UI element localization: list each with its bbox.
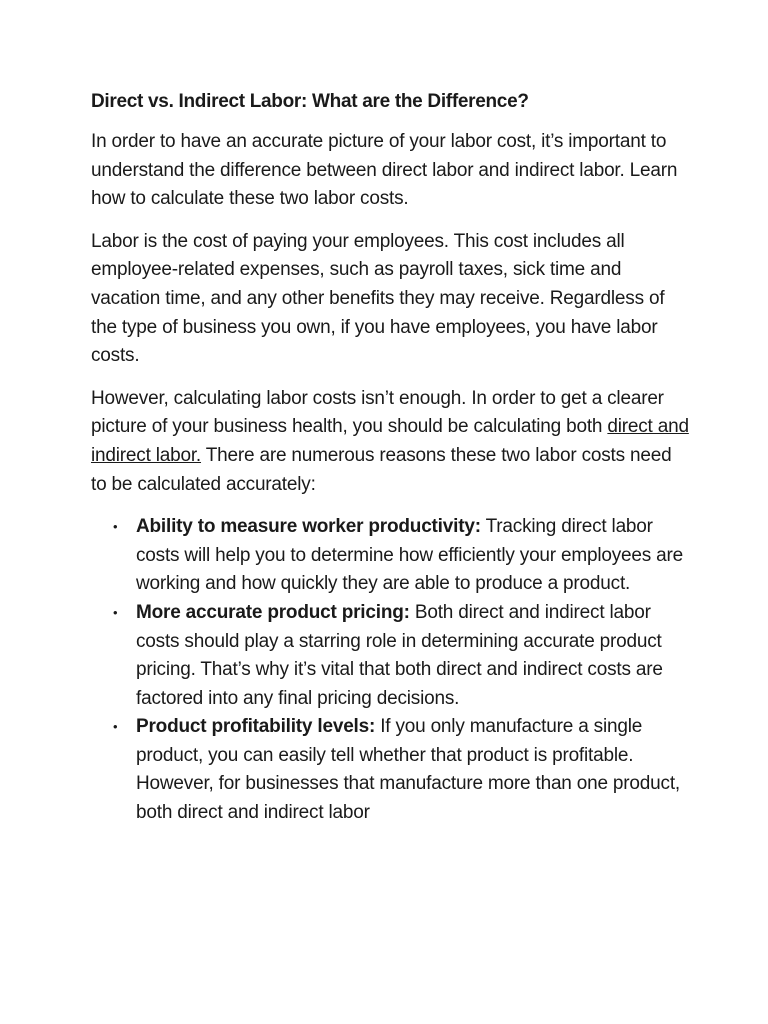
document-page: [91, 88, 691, 828]
however-text-after: There are numerous reasons these two labor costs need to be calculated accurately:: [91, 444, 672, 495]
list-item: [113, 513, 691, 599]
list-item-lead: Ability to measure worker productivity:: [136, 516, 481, 538]
bullet-icon: •: [113, 604, 118, 620]
document-title: Direct vs. Indirect Labor: What are the Difference?: [91, 91, 529, 112]
direct-indirect-labor-link[interactable]: direct and indirect labor.: [91, 416, 689, 466]
bullet-icon: •: [113, 719, 118, 735]
labor-definition-paragraph: Labor is the cost of paying your employees. This cost includes all employee-related expenses, such as payroll taxes, sick time and vacation time, and any other benefits they may receive. Regardless of the type of business you own, if you have employees, you have labor costs.: [91, 230, 665, 367]
however-paragraph: [91, 385, 691, 499]
list-item: [113, 599, 691, 713]
list-item-text: Tracking direct labor costs will help you to determine how efficiently your employees are working and how quickly they are able to produce a product.: [136, 516, 684, 595]
list-item-lead: More accurate product pricing:: [136, 601, 410, 623]
list-item-text: Both direct and indirect labor costs should play a starring role in determining accurate product pricing. That’s why it’s vital that both direct and indirect costs are factored into any final pricing decisions.: [136, 601, 663, 709]
intro-paragraph: In order to have an accurate picture of your labor cost, it’s important to understand the difference between direct labor and indirect labor. Learn how to calculate these two labor costs.: [91, 131, 678, 210]
list-item: [113, 713, 691, 827]
bullet-icon: •: [113, 519, 118, 535]
list-item-text: If you only manufacture a single product, you can easily tell whether that product is profitable. However, for businesses that manufacture more than one product, both direct and indirect labor: [136, 716, 680, 824]
reasons-list: [91, 513, 691, 828]
list-item-lead: Product profitability levels:: [136, 716, 376, 738]
however-text-before: However, calculating labor costs isn’t enough. In order to get a clearer picture of your business health, you should be calculating both: [91, 387, 664, 438]
